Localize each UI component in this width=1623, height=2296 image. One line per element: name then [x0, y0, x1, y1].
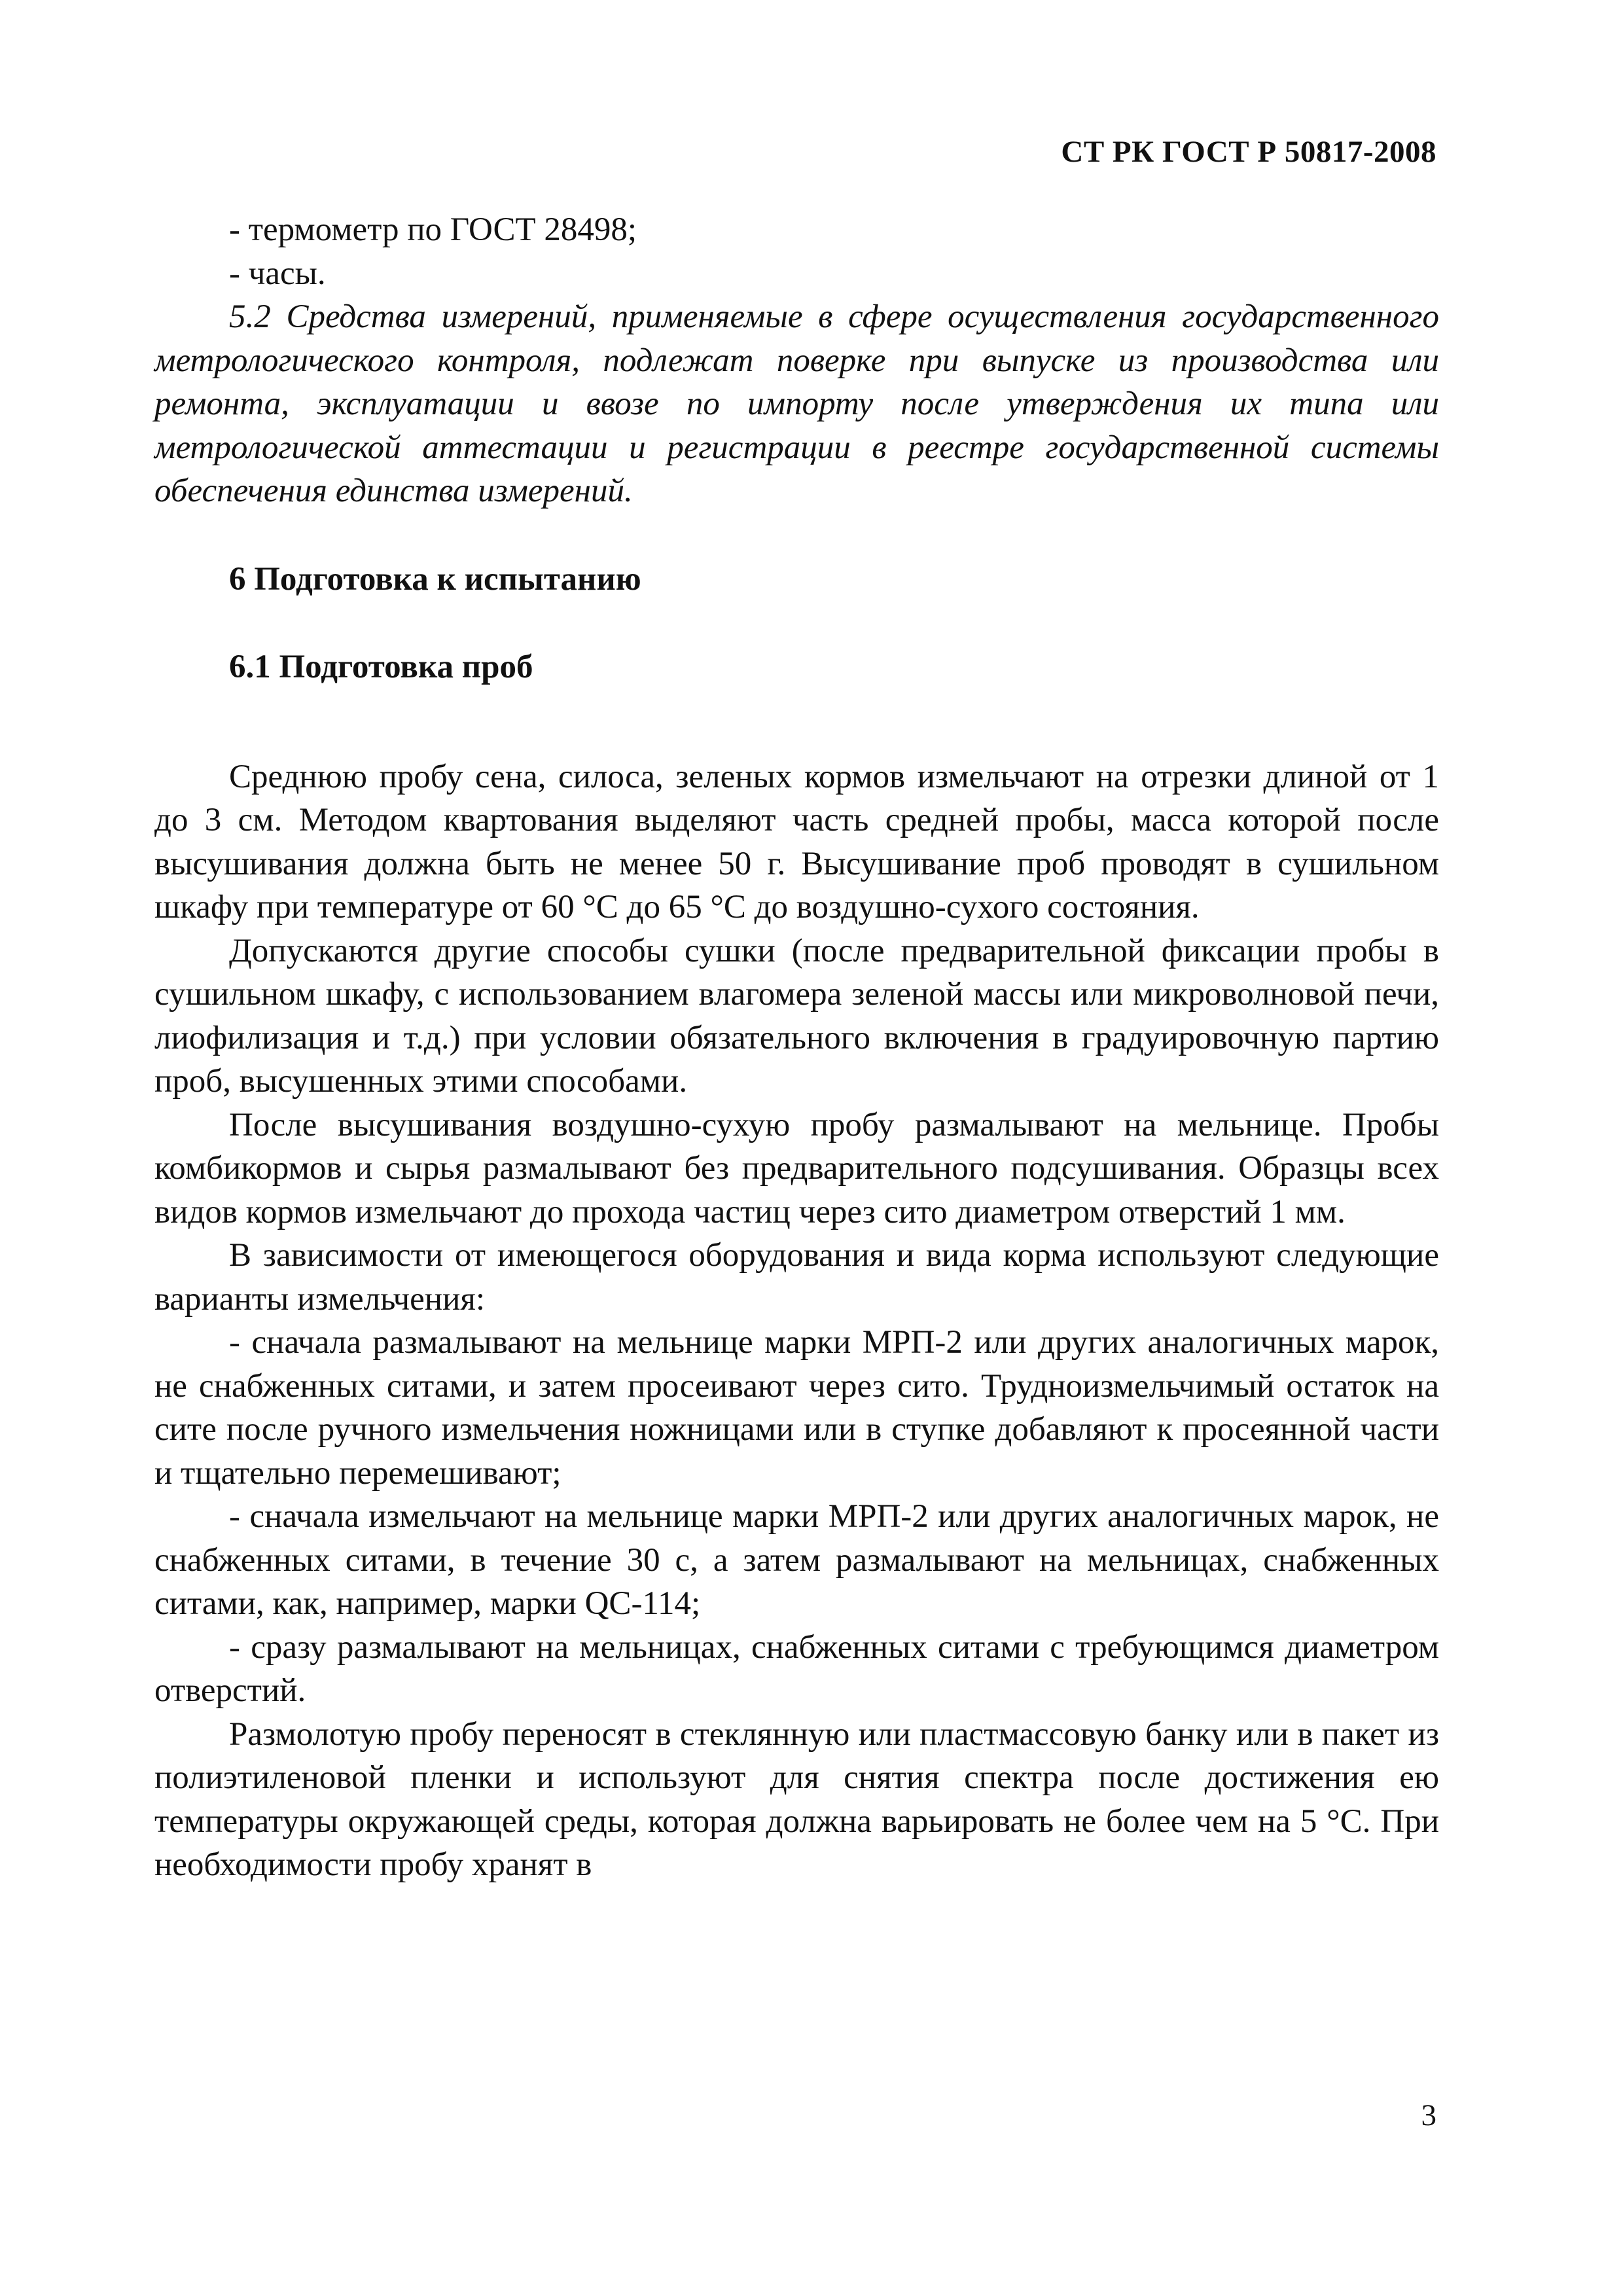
- paragraph-ground-sample: Размолотую пробу переносят в стеклянную или пластмассовую банку или в пакет из полиэтиленовой пленки и используют для снятия спектра после достижения ею температуры окружающей среды, которая должна варьировать не более чем на 5 °С. При необходимости пробу хранят в: [154, 1715, 1439, 1883]
- paragraph-average-sample: Среднюю пробу сена, силоса, зеленых кормов измельчают на отрезки длиной от 1 до 3 см. Методом квартования выделяют часть средней пробы, масса которой после высушивания должна быть не менее 50 г. Высушивание проб проводят в сушильном шкафу при температуре от 60 °С до 65 °С до воздушно-сухого состояния.: [154, 758, 1439, 925]
- list-item-variant-2: - сначала измельчают на мельнице марки МРП-2 или других аналогичных марок, не снабженных ситами, в течение 30 с, а затем размалывают на мельницах, снабженных ситами, как, например, марки QC-114;: [154, 1498, 1439, 1622]
- paragraph-5-2: 5.2 Средства измерений, применяемые в сфере осуществления государственного метрологического контроля, подлежат поверке при выпуске из производства или ремонта, эксплуатации и ввозе по импорту после утверждения их типа или метрологической аттестации и регистрации в реестре государственной системы обеспечения единства измерений.: [154, 298, 1439, 509]
- document-body: [154, 208, 1439, 1887]
- list-item-variant-1: - сначала размалывают на мельнице марки МРП-2 или других аналогичных марок, не снабженных ситами, и затем просеивают через сито. Трудноизмельчимый остаток на сите после ручного измельчения ножницами или в ступке добавляют к просеянной части и тщательно перемешивают;: [154, 1324, 1439, 1492]
- page-number: 3: [1421, 2098, 1436, 2132]
- list-item-thermometer: - термометр по ГОСТ 28498;: [229, 211, 637, 248]
- section-6-1-heading: 6.1 Подготовка проб: [229, 649, 533, 685]
- section-6-heading: 6 Подготовка к испытанию: [229, 560, 641, 598]
- document-code-header: СТ РК ГОСТ Р 50817-2008: [1061, 135, 1436, 169]
- paragraph-after-drying: После высушивания воздушно-сухую пробу размалывают на мельнице. Пробы комбикормов и сырья размалывают без предварительного подсушивания. Образцы всех видов кормов измельчают до прохода частиц через сито диаметром отверстий 1 мм.: [154, 1106, 1439, 1230]
- list-item-variant-3: - сразу размалывают на мельницах, снабженных ситами с требующимся диаметром отверстий.: [154, 1628, 1439, 1709]
- paragraph-other-drying-methods: Допускаются другие способы сушки (после предварительной фиксации пробы в сушильном шкафу, с использованием влагомера зеленой массы или микроволновой печи, лиофилизация и т.д.) при условии обязательного включения в градуировочную партию проб, высушенных этими способами.: [154, 932, 1439, 1100]
- paragraph-grinding-options: В зависимости от имеющегося оборудования и вида корма используют следующие варианты измельчения:: [154, 1237, 1439, 1318]
- list-item-clock: - часы.: [229, 255, 326, 292]
